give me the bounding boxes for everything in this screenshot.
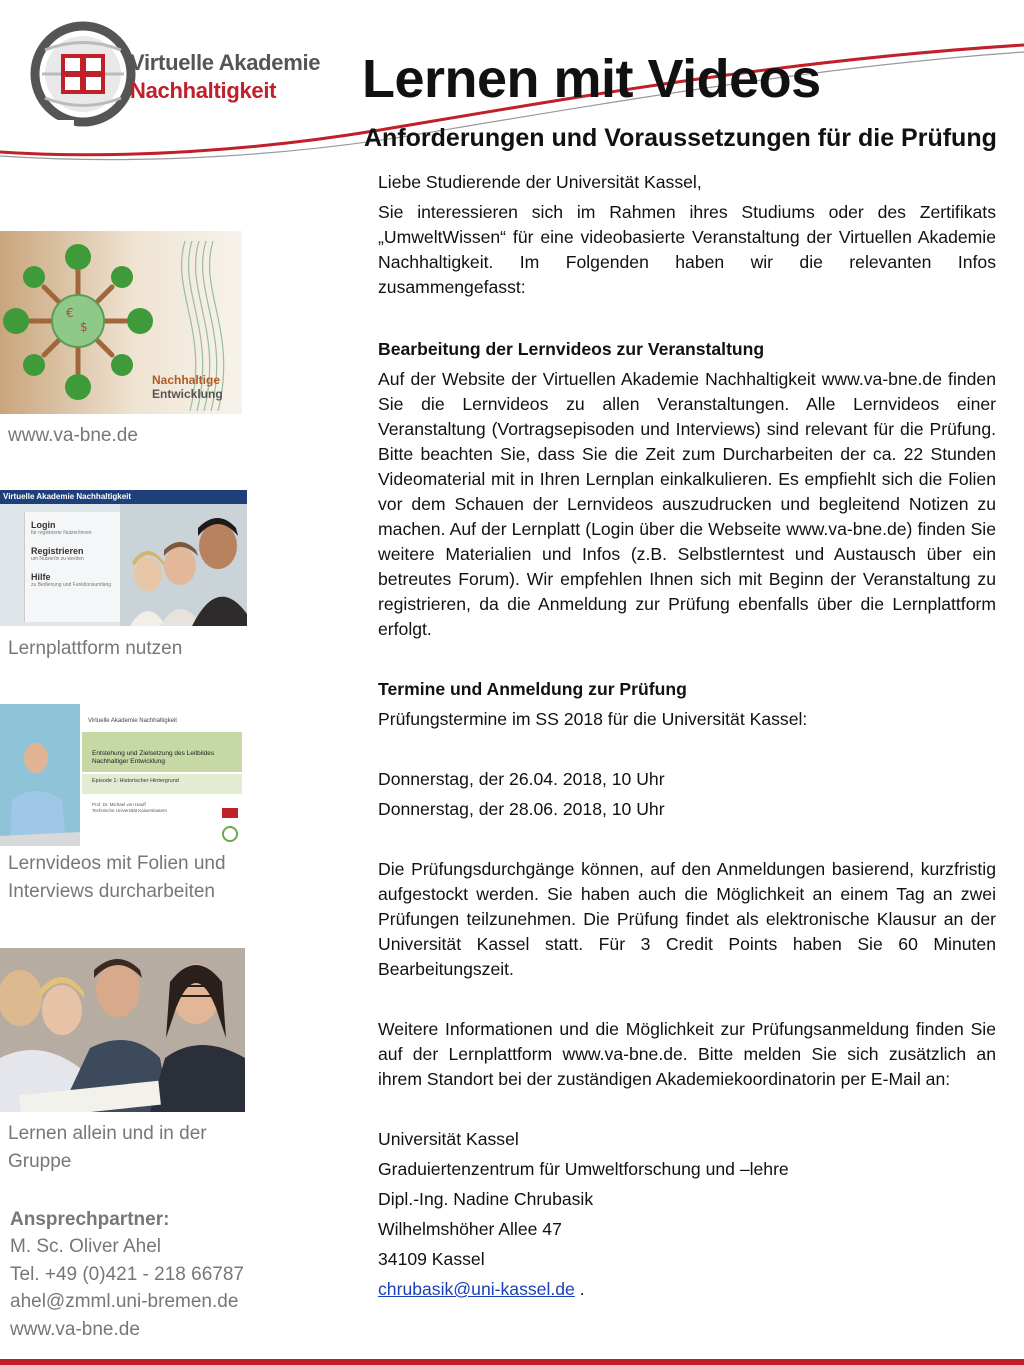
platform-menu-help: Hilfe — [31, 572, 51, 582]
exam-dates-intro: Prüfungstermine im SS 2018 für die Universität Kassel: — [378, 709, 808, 729]
section2-paragraph: Die Prüfungsdurchgänge können, auf den Anmeldungen basierend, kurzfristig aufgestockt werden. Sie haben auch die Möglichkeit an einem Tag an zwei Prüfungen teilzunehmen. Die Prüfung findet als elektronische Klausur an der Universität Kassel statt. Für 3 Credit Points haben Sie 60 Minuten Bearbeitungszeit. — [378, 859, 996, 979]
page-title: Lernen mit Videos — [362, 49, 821, 109]
email-link[interactable]: chrubasik@uni-kassel.de — [378, 1279, 575, 1299]
caption-group — [8, 1120, 207, 1176]
main-content — [378, 170, 996, 1302]
exam-date-2: Donnerstag, der 28.06. 2018, 10 Uhr — [378, 799, 665, 819]
platform-menu-login-sub: für registrierte Nutzer/innen — [31, 530, 92, 536]
brand-name-line2: Nachhaltigkeit — [130, 78, 277, 103]
students-photo — [120, 504, 247, 626]
platform-menu-login: Login — [31, 520, 56, 530]
address-line1: Universität Kassel — [378, 1129, 519, 1149]
video-speaker: Prof. Dr. Michael von Hauff — [92, 802, 146, 807]
video-speaker-org: Technische Universität Kaiserslautern — [92, 808, 168, 813]
caption-videos-line2: Interviews durcharbeiten — [8, 881, 215, 902]
caption-website: www.va-bne.de — [8, 425, 138, 446]
exam-date-1: Donnerstag, der 26.04. 2018, 10 Uhr — [378, 769, 665, 789]
video-brand-label: Virtuelle Akademie Nachhaltigkeit — [88, 718, 177, 724]
section3-paragraph: Weitere Informationen und die Möglichkeit zur Prüfungsanmeldung finden Sie auf der Lernplattform www.va-bne.de. Bitte melden Sie sich zusätzlich an ihrem Standort bei der zuständigen Akademiekoordinatorin per E-Mail an: — [378, 1019, 996, 1089]
bottom-rule — [0, 1359, 1024, 1365]
page-subtitle: Anforderungen und Voraussetzungen für die Prüfung — [364, 124, 997, 152]
contact-label: Ansprechpartner: — [10, 1209, 170, 1230]
students-learning-image — [0, 948, 245, 1112]
platform-menu-register-sub: um Nutzer/in zu werden — [31, 556, 84, 562]
contact-web: www.va-bne.de — [10, 1318, 140, 1340]
caption-videos — [8, 850, 226, 906]
caption-videos-line1: Lernvideos mit Folien und — [8, 853, 226, 874]
diagram-label-line1: Nachhaltige — [152, 373, 221, 387]
video-lecture-image — [0, 704, 244, 846]
brand-name-line1: Virtuelle Akademie — [130, 50, 321, 75]
address-line2: Graduiertenzentrum für Umweltforschung und –lehre — [378, 1159, 789, 1179]
caption-group-line1: Lernen allein und in der — [8, 1123, 207, 1144]
video-episode-label: Episode 1: Historischer Hintergrund — [92, 778, 179, 784]
address-line5: 34109 Kassel — [378, 1249, 485, 1269]
address-email-row — [378, 1277, 996, 1302]
svg-text:€: € — [66, 306, 74, 320]
section2-heading: Termine und Anmeldung zur Prüfung — [378, 679, 687, 699]
platform-header: Virtuelle Akademie Nachhaltigkeit — [0, 490, 247, 504]
address-line3: Dipl.-Ing. Nadine Chrubasik — [378, 1189, 594, 1209]
contact-email: ahel@zmml.uni-bremen.de — [10, 1291, 239, 1313]
platform-menu-help-sub: zu Bedienung und Funktionsumfang — [31, 582, 112, 588]
sustainability-diagram-image — [0, 231, 242, 414]
greeting: Liebe Studierende der Universität Kassel, — [378, 172, 702, 192]
contact-name: M. Sc. Oliver Ahel — [10, 1236, 161, 1258]
platform-menu-register: Registrieren — [31, 546, 84, 556]
caption-platform: Lernplattform nutzen — [8, 638, 183, 659]
contact-phone: Tel. +49 (0)421 - 218 66787 — [10, 1263, 244, 1285]
section1-heading: Bearbeitung der Lernvideos zur Veranstaltung — [378, 339, 765, 359]
contact-block — [10, 1206, 244, 1343]
address-line4: Wilhelmshöher Allee 47 — [378, 1219, 562, 1239]
email-suffix: . — [574, 1279, 585, 1299]
diagram-label-line2: Entwicklung — [152, 387, 223, 401]
caption-group-line2: Gruppe — [8, 1151, 72, 1172]
svg-text:$: $ — [80, 320, 88, 334]
video-title-line2: Nachhaltiger Entwicklung — [92, 758, 165, 765]
platform-screenshot-image — [0, 490, 247, 626]
intro-paragraph: Sie interessieren sich im Rahmen ihres Studiums oder des Zertifikats „UmweltWissen“ für eine videobasierte Veranstaltung der Virtuellen Akademie Nachhaltigkeit. Im Folgenden haben wir die relevanten Infos zusammengefasst: — [378, 202, 996, 297]
section1-paragraph: Auf der Website der Virtuellen Akademie Nachhaltigkeit www.va-bne.de finden Sie die Lernvideos zu allen Veranstaltungen. Alle Lernvideos einer Veranstaltung (Vortragsepisoden und Interviews) sind relevant für die Prüfung. Bitte beachten Sie, dass Sie die Zeit zum Durcharbeiten der ca. 22 Stunden Videomaterial mit in Ihren Lernplan einkalkulieren. Es empfiehlt sich die Folien vor dem Schauen der Lernvideos auszudrucken und begleitend Notizen zu machen. Auf der Lernplatt (Login über die Webseite www.va-bne.de) finden Sie weitere Materialien und Infos (z.B. Selbstlerntest und Austausch über ein betreutes Forum). Wir empfehlen Ihnen sich mit Beginn der Veranstaltung zu registrieren, da die Anmeldung zur Prüfung ebenfalls über die Lernplattform erfolgt. — [378, 369, 996, 639]
video-title-line1: Entstehung und Zielsetzung des Leitbildes — [92, 750, 215, 757]
